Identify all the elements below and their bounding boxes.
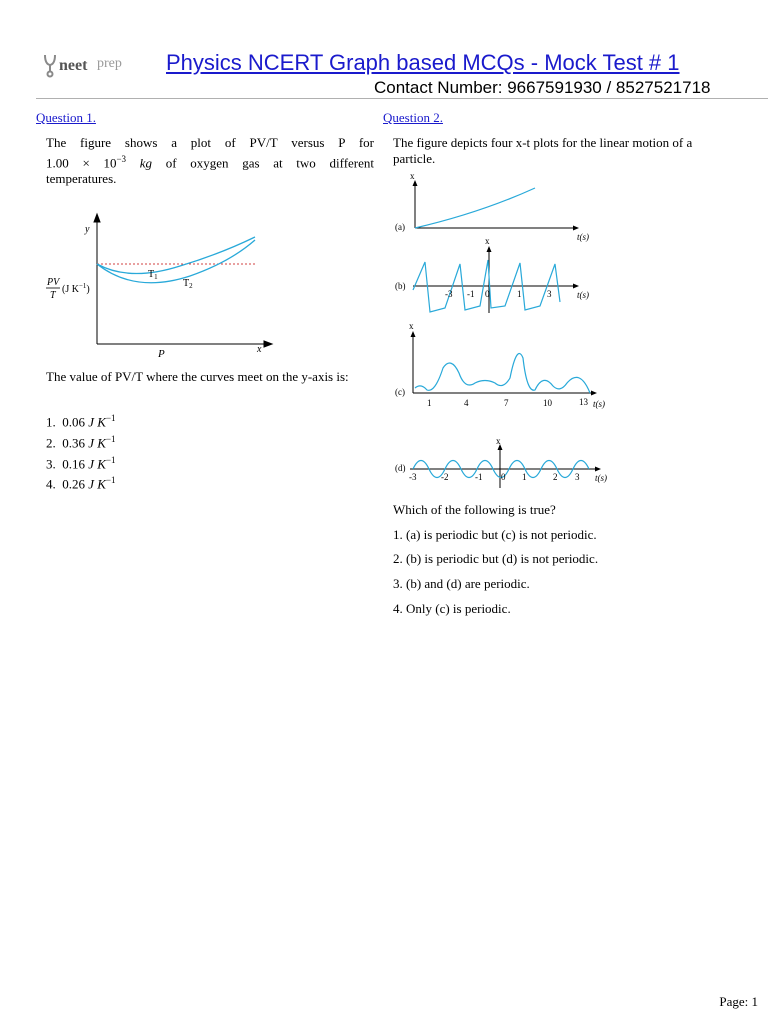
contact-number: Contact Number: 9667591930 / 8527521718 <box>374 78 711 97</box>
q1-option-3[interactable]: 3. 0.16 J $K^{-1}$ <box>46 454 116 471</box>
q1-pv-label: PV <box>47 277 60 288</box>
svg-text:13: 13 <box>579 397 588 407</box>
svg-text:1: 1 <box>522 472 527 482</box>
svg-text:7: 7 <box>504 398 509 408</box>
question-2-stem: The figure depicts four x-t plots for the linear motion of a particle. <box>393 135 693 166</box>
q2-xt-graphs <box>385 168 615 488</box>
page-title[interactable]: Physics NCERT Graph based MCQs - Mock Test # 1 <box>166 50 680 75</box>
q1-mass-value: 1.00 × 10 <box>46 155 117 171</box>
question-1-options <box>46 410 116 493</box>
q1-option-4[interactable]: 4. 0.26 J $K^{-1}$ <box>46 475 116 492</box>
svg-text:(d): (d) <box>395 463 406 473</box>
svg-text:1: 1 <box>427 398 432 408</box>
q1-unit-label: (J $K^{-1}$) <box>62 282 90 295</box>
q1-y-label: y <box>85 224 90 235</box>
q1-t-label: T <box>50 290 56 301</box>
q1-pvt-graph <box>40 210 280 360</box>
q1-x-label: x <box>257 344 262 355</box>
svg-text:(b): (b) <box>395 281 406 291</box>
question-2-heading[interactable]: Question 2. <box>383 110 443 125</box>
svg-text:x: x <box>410 171 415 181</box>
q2-option-3[interactable]: 3. (b) and (d) are periodic. <box>393 576 530 591</box>
logo-text-neet: neet <box>59 57 88 74</box>
svg-text:3: 3 <box>547 289 552 299</box>
q1-p-label: P <box>158 348 165 360</box>
svg-text:-3: -3 <box>445 289 453 299</box>
q1-mass-exponent: −3 <box>116 154 127 164</box>
svg-text:10: 10 <box>543 398 552 408</box>
question-1-heading[interactable]: Question 1. <box>36 110 96 125</box>
stethoscope-icon <box>45 55 55 77</box>
svg-text:t(s): t(s) <box>595 473 607 483</box>
q1-curve-t2 <box>97 240 255 283</box>
svg-text:x: x <box>485 236 490 246</box>
q1-option-2[interactable]: 2. 0.36 J $K^{-1}$ <box>46 433 116 451</box>
q1-t2-label: $T_2$ <box>183 278 193 290</box>
q1-stem-line1: The figure shows a plot of PV/T versus P for <box>46 135 374 150</box>
q1-mass-unit: kg <box>139 155 153 171</box>
header-divider <box>36 98 768 99</box>
svg-text:0: 0 <box>485 289 490 299</box>
q2-plot-d <box>395 436 607 488</box>
svg-text:4: 4 <box>464 398 469 408</box>
svg-text:(a): (a) <box>395 222 405 232</box>
svg-text:t(s): t(s) <box>577 232 589 242</box>
question-1-prompt: The value of PV/T where the curves meet on the y-axis is: <box>46 369 349 384</box>
svg-text:t(s): t(s) <box>577 290 589 300</box>
svg-text:0: 0 <box>501 472 506 482</box>
svg-text:t(s): t(s) <box>593 399 605 409</box>
q1-t1-label: $T_1$ <box>148 269 158 281</box>
q2-option-2[interactable]: 2. (b) is periodic but (d) is not periodic. <box>393 551 599 566</box>
svg-text:x: x <box>409 321 414 331</box>
q2-plot-a <box>395 171 589 242</box>
q2-option-1[interactable]: 1. (a) is periodic but (c) is not periodic. <box>393 527 597 542</box>
svg-text:(c): (c) <box>395 387 405 397</box>
page-number: Page: 1 <box>719 994 758 1009</box>
q2-plot-c <box>395 321 605 409</box>
q1-option-1[interactable]: 1. 0.06 J $K^{-1}$ <box>46 413 116 430</box>
svg-text:-3: -3 <box>409 472 417 482</box>
q2-option-4[interactable]: 4. Only (c) is periodic. <box>393 601 511 616</box>
question-2-prompt: Which of the following is true? <box>393 502 556 517</box>
q1-stem-line3: temperatures. <box>46 171 117 187</box>
q1-curve-t1 <box>97 237 255 274</box>
q2-plot-b <box>395 236 589 313</box>
svg-text:-2: -2 <box>441 472 449 482</box>
q1-stem-line2-rest: of oxygen gas at two different <box>165 155 375 171</box>
svg-text:1: 1 <box>517 289 522 299</box>
logo-text-prep: prep <box>97 56 122 71</box>
neetprep-logo <box>42 50 142 80</box>
svg-text:3: 3 <box>575 472 580 482</box>
q1-stem-line2 <box>46 151 374 171</box>
svg-text:2: 2 <box>553 472 558 482</box>
svg-text:-1: -1 <box>475 472 483 482</box>
question-1-stem <box>46 135 374 187</box>
svg-text:x: x <box>496 436 501 446</box>
svg-text:-1: -1 <box>467 289 475 299</box>
